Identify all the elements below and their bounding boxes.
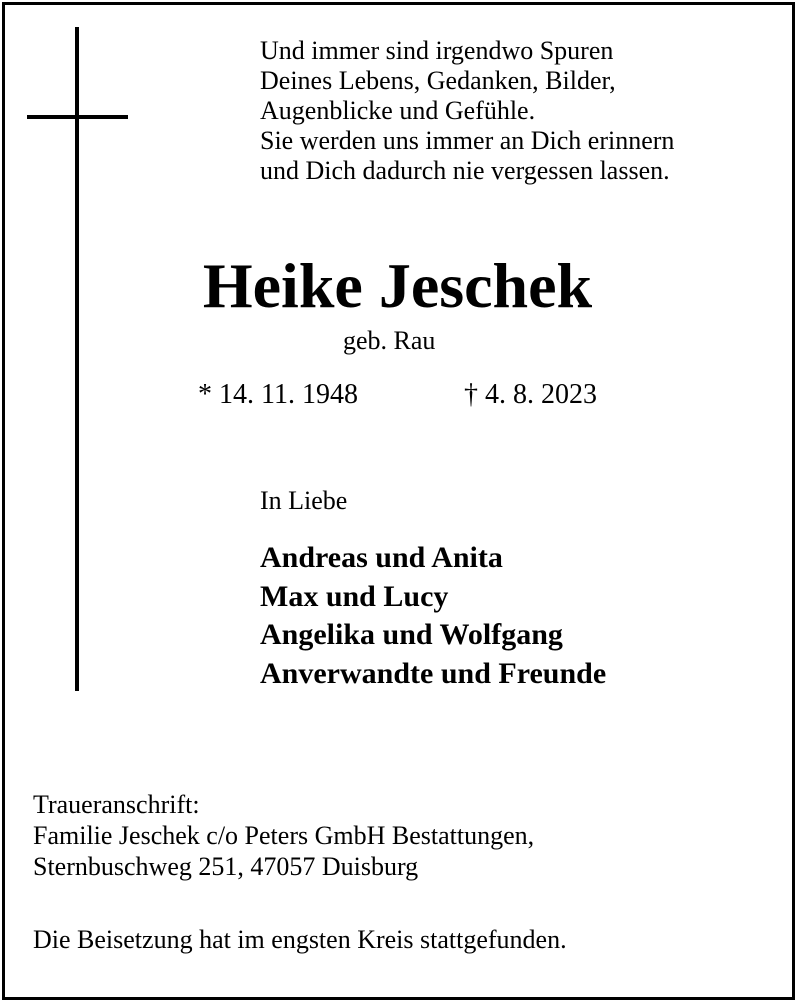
deceased-name: Heike Jeschek <box>202 250 593 321</box>
cross-icon <box>75 27 79 691</box>
funeral-note: Die Beisetzung hat im engsten Kreis stattgefunden. <box>33 925 567 954</box>
maiden-name: geb. Rau <box>343 326 436 355</box>
address-line: Sternbuschweg 251, 47057 Duisburg <box>33 852 419 881</box>
death-date: † 4. 8. 2023 <box>464 379 597 410</box>
mourners-intro: In Liebe <box>260 486 348 515</box>
mourner-name: Max und Lucy <box>260 579 449 613</box>
verse-line: Und immer sind irgendwo Spuren <box>260 36 614 65</box>
verse-line: und Dich dadurch nie vergessen lassen. <box>260 156 670 185</box>
memorial-verse <box>260 36 674 186</box>
birth-date: * 14. 11. 1948 <box>198 379 358 410</box>
mourner-name: Anverwandte und Freunde <box>260 656 607 690</box>
address-heading: Traueranschrift: <box>33 790 200 819</box>
mourner-name: Andreas und Anita <box>260 541 503 574</box>
mourning-address <box>33 789 534 882</box>
verse-line: Deines Lebens, Gedanken, Bilder, <box>260 66 616 95</box>
mourners-list <box>260 539 606 693</box>
mourner-name: Angelika und Wolfgang <box>260 618 563 651</box>
address-line: Familie Jeschek c/o Peters GmbH Bestattungen, <box>33 821 535 850</box>
cross-icon-bar <box>27 115 128 119</box>
verse-line: Augenblicke und Gefühle. <box>260 96 536 125</box>
verse-line: Sie werden uns immer an Dich erinnern <box>260 126 675 155</box>
